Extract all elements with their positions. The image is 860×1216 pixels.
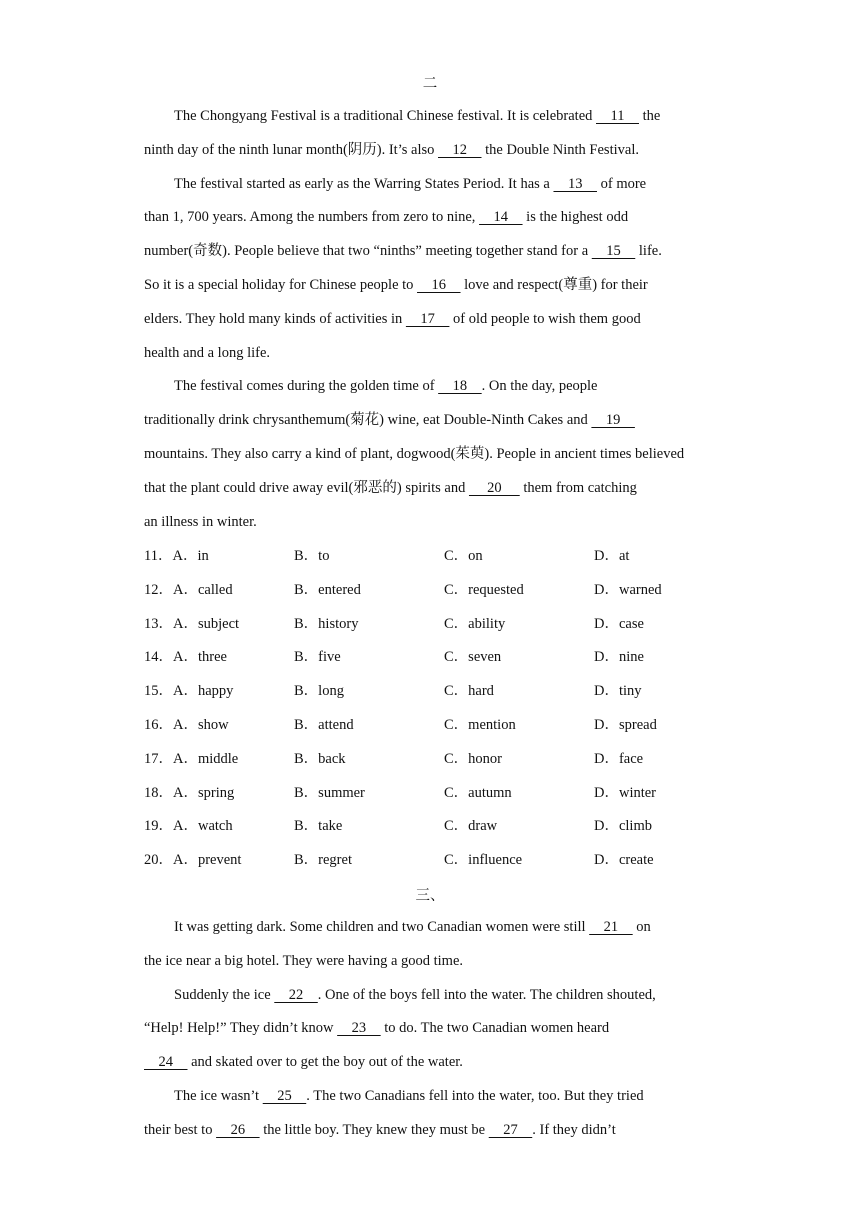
passage-line <box>144 410 724 430</box>
answer-blank: 27 <box>488 1121 533 1138</box>
answer-blank: 15 <box>591 243 636 260</box>
option-b: B．long <box>294 683 344 700</box>
option-b: B．back <box>294 750 346 767</box>
passage-text: . The two Canadians fell into the water, too. But they tried <box>306 1088 644 1104</box>
passage-text: of more <box>596 175 647 192</box>
option-c: C．on <box>444 548 483 564</box>
question-row <box>144 647 227 667</box>
passage-text: “Help! Help!” They didn’t know <box>144 1020 338 1037</box>
passage-line <box>144 207 724 227</box>
question-row <box>144 749 238 769</box>
answer-blank: 11 <box>596 108 639 124</box>
option-b: B．history <box>294 615 359 632</box>
answer-blank: 24 <box>144 1054 188 1071</box>
answer-blank: 12 <box>438 141 482 158</box>
option-d: D．warned <box>594 581 662 598</box>
passage-line <box>144 951 724 971</box>
passage-text: The ice wasn’t <box>174 1088 263 1104</box>
passage-line <box>174 376 734 396</box>
answer-blank: 25 <box>262 1088 307 1104</box>
answer-blank: 18 <box>438 378 482 395</box>
option-d: D．spread <box>594 717 657 733</box>
passage-text: the Double Ninth Festival. <box>481 141 639 158</box>
option-a: A．in <box>172 548 209 564</box>
question-row <box>144 850 241 870</box>
passage-text: Suddenly the ice <box>174 986 275 1003</box>
question-row <box>144 546 209 566</box>
option-d: D．create <box>594 852 654 869</box>
passage-line <box>144 275 724 295</box>
option-b: B．attend <box>294 717 354 733</box>
option-c: C．autumn <box>444 784 512 801</box>
question-number: 12． <box>144 581 173 598</box>
option-a: A．subject <box>173 615 240 632</box>
passage-line <box>174 985 734 1005</box>
option-b: B．summer <box>294 784 365 801</box>
passage-text: is the highest odd <box>522 209 629 226</box>
passage-text: to do. The two Canadian women heard <box>380 1020 610 1037</box>
passage-text: . On the day, people <box>481 378 598 395</box>
question-number: 13． <box>144 615 173 632</box>
passage-text: love and respect(尊重) for their <box>460 277 648 293</box>
question-row <box>144 783 234 803</box>
answer-blank: 19 <box>591 412 635 429</box>
option-d: D．nine <box>594 649 644 666</box>
passage-text: So it is a special holiday for Chinese people to <box>144 277 418 293</box>
passage-text: The Chongyang Festival is a traditional Chinese festival. It is celebrated <box>174 108 597 124</box>
option-a: A．prevent <box>173 852 242 869</box>
option-d: D．tiny <box>594 683 642 700</box>
passage-text: the <box>638 108 661 124</box>
option-d: D．face <box>594 750 644 767</box>
passage-text: than 1, 700 years. Among the numbers from zero to nine, <box>144 209 480 226</box>
answer-blank: 22 <box>274 986 318 1003</box>
option-c: C．hard <box>444 683 494 700</box>
answer-blank: 13 <box>553 175 597 192</box>
option-a: A．happy <box>173 683 234 700</box>
passage-line <box>174 174 734 194</box>
passage-text: . If they didn’t <box>532 1121 616 1138</box>
option-c: C．seven <box>444 649 502 666</box>
option-a: A．middle <box>173 750 239 767</box>
answer-blank: 20 <box>468 479 520 496</box>
option-d: D．at <box>594 548 630 564</box>
question-row <box>144 614 239 634</box>
answer-blank: 26 <box>216 1121 260 1138</box>
option-d: D．case <box>594 615 644 632</box>
answer-blank: 14 <box>479 209 523 226</box>
passage-text: ninth day of the ninth lunar month(阴历). It’s also <box>144 141 438 158</box>
passage-text: The festival started as early as the Warring States Period. It has a <box>174 175 554 192</box>
passage-line <box>144 478 724 498</box>
answer-blank: 16 <box>417 277 461 293</box>
option-b: B．entered <box>294 581 361 598</box>
option-c: C．honor <box>444 750 502 767</box>
passage-line <box>144 1018 724 1038</box>
question-row <box>144 816 233 836</box>
passage-text: their best to <box>144 1121 217 1138</box>
option-a: A．show <box>173 717 229 733</box>
question-number: 17． <box>144 750 173 767</box>
passage-text: mountains. They also carry a kind of plant, dogwood(茱萸). People in ancient times believed <box>144 446 685 462</box>
passage-text: It was getting dark. Some children and two Canadian women were still <box>174 919 590 935</box>
passage-text: them from catching <box>519 479 637 496</box>
passage-text: and skated over to get the boy out of the water. <box>187 1054 463 1071</box>
section-3-title: 三、 <box>415 888 445 904</box>
option-b: B．regret <box>294 852 352 869</box>
passage-text: . One of the boys fell into the water. The children shouted, <box>317 986 656 1003</box>
option-b: B．take <box>294 818 343 835</box>
answer-blank: 21 <box>589 919 633 935</box>
option-c: C．draw <box>444 818 498 835</box>
passage-text: The festival comes during the golden time of <box>174 378 439 395</box>
passage-text: life. <box>635 243 662 260</box>
option-c: C．requested <box>444 581 524 598</box>
passage-line <box>144 444 724 464</box>
passage-text: number(奇数). People believe that two “ninths” meeting together stand for a <box>144 243 592 260</box>
question-number: 14． <box>144 649 173 666</box>
passage-text: the little boy. They knew they must be <box>259 1121 489 1138</box>
question-row <box>144 580 233 600</box>
passage-line <box>174 917 734 937</box>
passage-line <box>174 1086 734 1106</box>
passage-text: health and a long life. <box>144 344 271 361</box>
option-b: B．to <box>294 548 330 564</box>
question-number: 19． <box>144 818 173 835</box>
option-c: C．ability <box>444 615 506 632</box>
question-number: 16． <box>144 717 173 733</box>
passage-line <box>144 140 724 160</box>
option-a: A．three <box>173 649 227 666</box>
option-c: C．mention <box>444 717 516 733</box>
option-a: A．called <box>173 581 233 598</box>
passage-text: an illness in winter. <box>144 513 257 530</box>
option-b: B．five <box>294 649 341 666</box>
question-number: 18． <box>144 784 173 801</box>
passage-line <box>144 241 724 261</box>
section-2-title: 二 <box>422 76 438 92</box>
option-d: D．winter <box>594 784 657 801</box>
passage-line <box>144 309 724 329</box>
passage-line <box>174 106 734 126</box>
passage-text: that the plant could drive away evil(邪恶的) spirits and <box>144 479 469 496</box>
option-a: A．spring <box>173 784 235 801</box>
option-a: A．watch <box>173 818 233 835</box>
passage-line <box>144 1120 724 1140</box>
passage-text: on <box>632 919 651 935</box>
answer-blank: 23 <box>337 1020 381 1037</box>
option-c: C．influence <box>444 852 523 869</box>
passage-text: elders. They hold many kinds of activities in <box>144 310 406 327</box>
question-number: 15． <box>144 683 173 700</box>
passage-line <box>144 1052 724 1072</box>
answer-blank: 17 <box>405 310 450 327</box>
question-row <box>144 715 229 735</box>
question-number: 11． <box>144 548 173 564</box>
passage-text: of old people to wish them good <box>449 310 641 327</box>
passage-text: traditionally drink chrysanthemum(菊花) wine, eat Double-Ninth Cakes and <box>144 412 592 429</box>
option-d: D．climb <box>594 818 652 835</box>
passage-text: the ice near a big hotel. They were having a good time. <box>144 952 464 969</box>
question-row <box>144 681 233 701</box>
passage-line <box>144 343 724 363</box>
passage-line <box>144 512 724 532</box>
question-number: 20． <box>144 852 173 869</box>
